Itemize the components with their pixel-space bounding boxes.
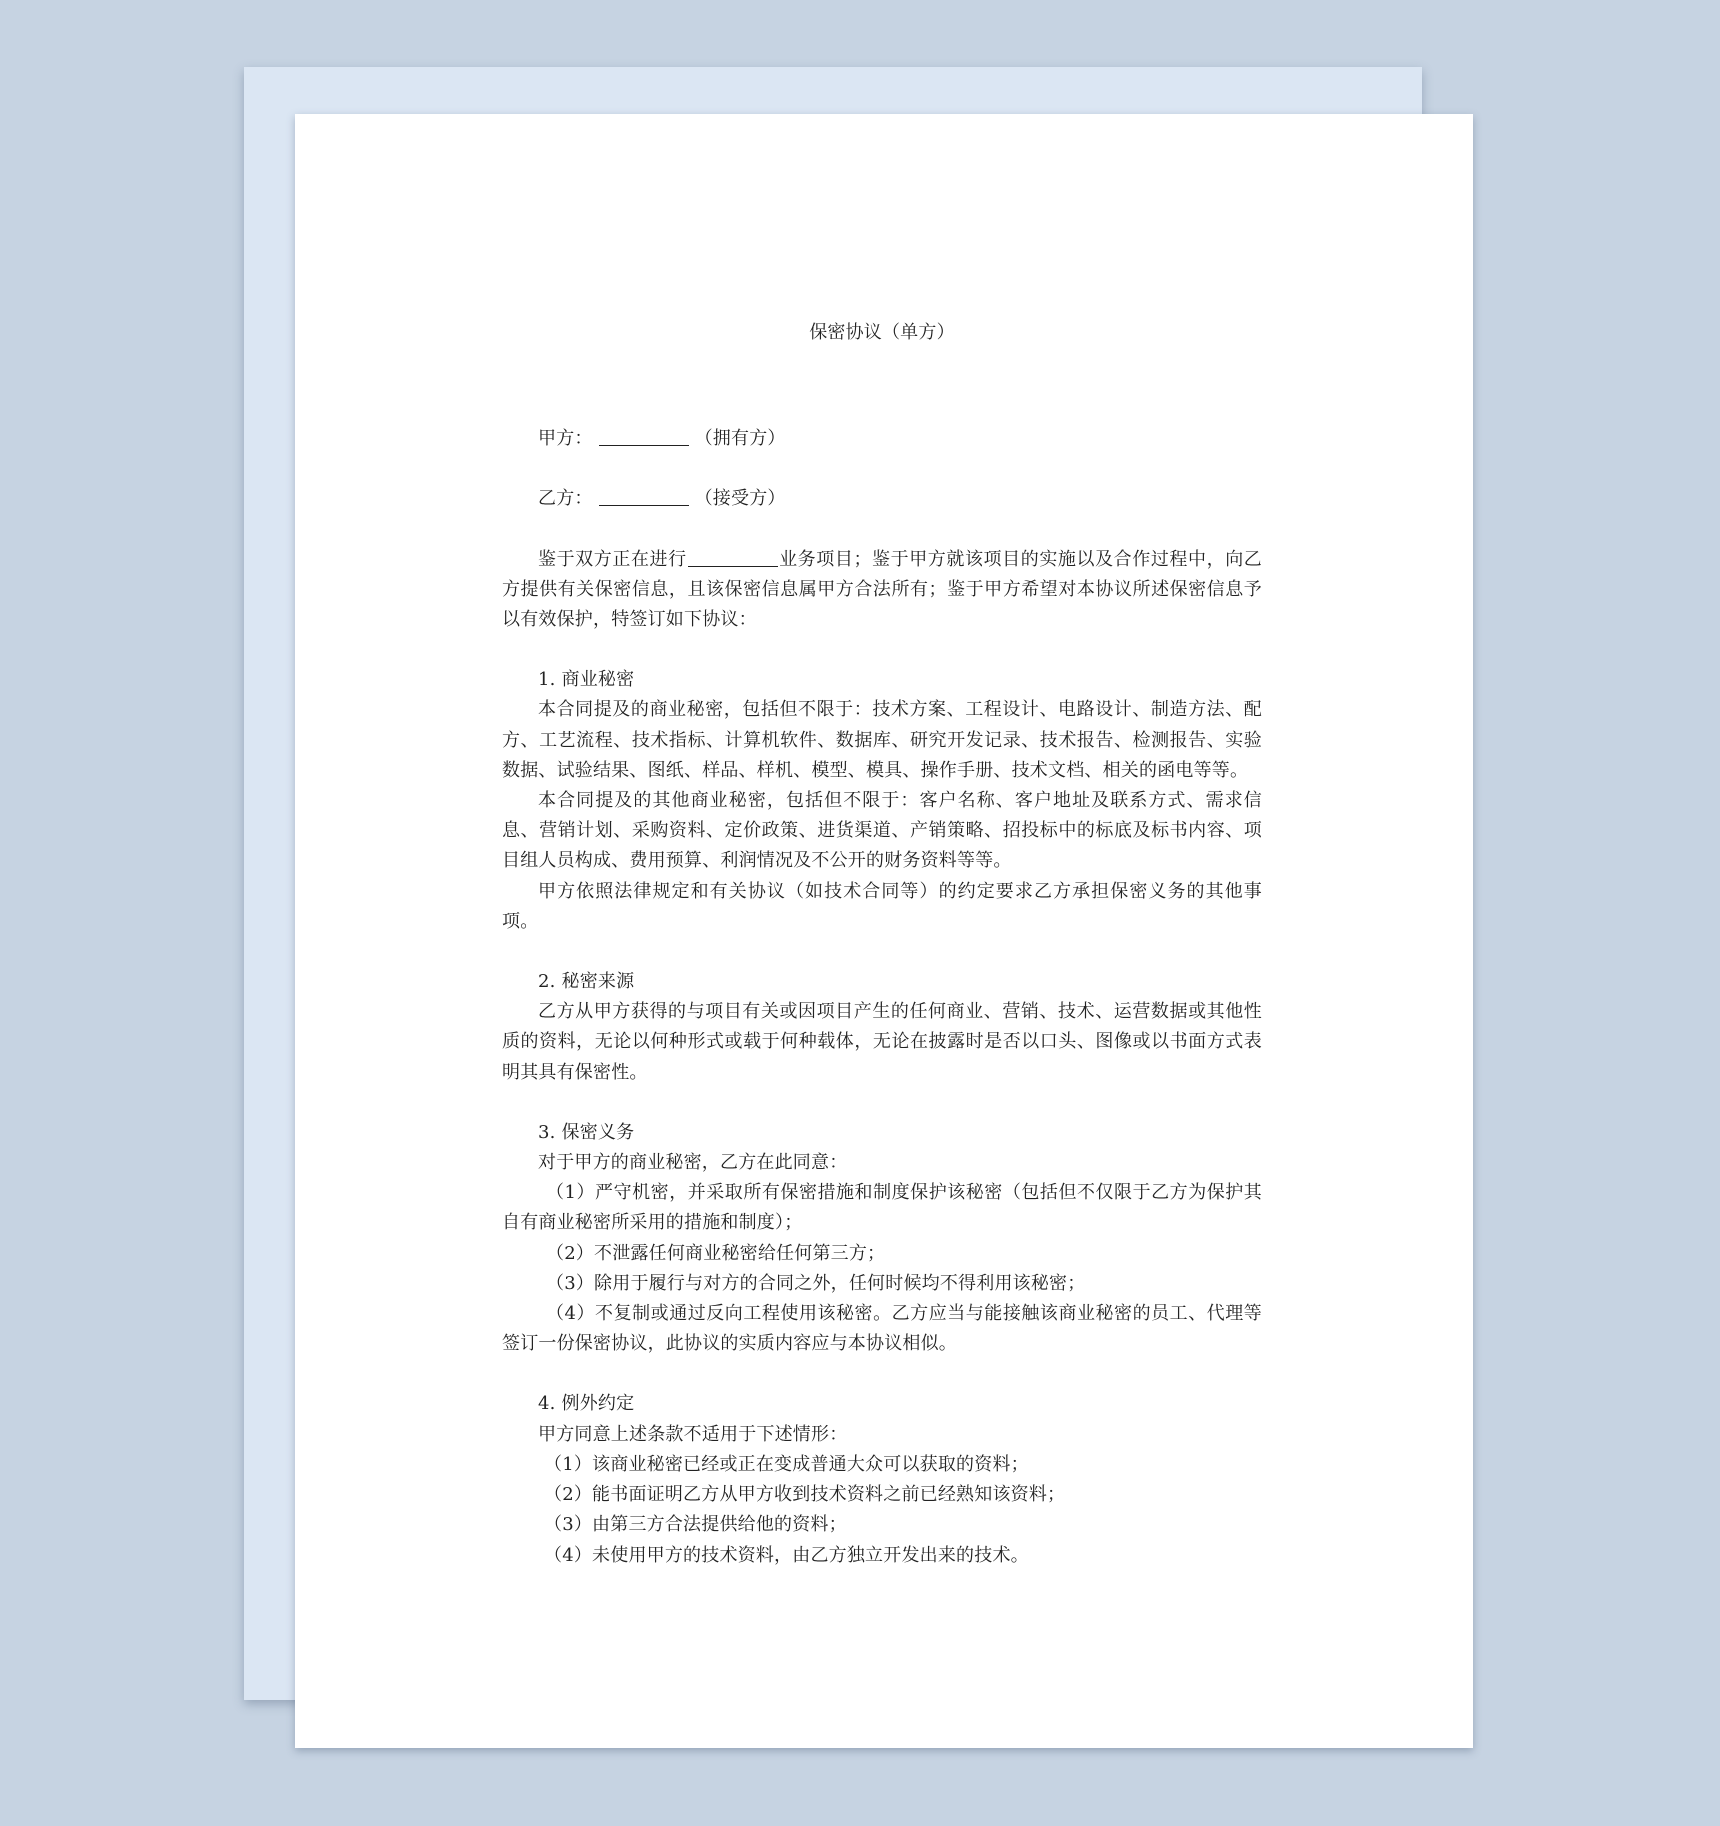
project-blank [688, 546, 778, 567]
section-1-heading: 1. 商业秘密 [538, 669, 635, 691]
section-4-item-1: （1）该商业秘密已经或正在变成普通大众可以获取的资料； [544, 1453, 1029, 1475]
section-3-heading: 3. 保密义务 [538, 1121, 635, 1143]
section-2-paragraph-1: 乙方从甲方获得的与项目有关或因项目产生的任何商业、营销、技术、运营数据或其他性质的资料，无论以何种形式或载于何种载体，无论在披露时是否以口头、图像或以书面方式表明其具有保密性。 [502, 1001, 1262, 1083]
section-gap [502, 1088, 1262, 1118]
section-1-paragraph-1: 本合同提及的商业秘密，包括但不限于：技术方案、工程设计、电路设计、制造方法、配方、工艺流程、技术指标、计算机软件、数据库、研究开发记录、技术报告、检测报告、实验数据、试验结果、图纸、样品、样机、模型、模具、操作手册、技术文档、相关的函电等等。 [502, 699, 1262, 781]
party-a-blank [599, 425, 689, 446]
section-3-item-4: （4）不复制或通过反向工程使用该秘密。乙方应当与能接触该商业秘密的员工、代理等签订一份保密协议，此协议的实质内容应与本协议相似。 [502, 1303, 1262, 1355]
section-4-heading: 4. 例外约定 [538, 1393, 635, 1415]
document-content [502, 318, 1262, 1571]
party-b-label: 乙方： [538, 488, 593, 510]
party-a-role: （拥有方） [694, 428, 786, 450]
party-b-role: （接受方） [694, 488, 786, 510]
section-3-item-3: （3）除用于履行与对方的合同之外，任何时候均不得利用该秘密； [546, 1272, 1086, 1294]
section-4-item-4: （4）未使用甲方的技术资料，由乙方独立开发出来的技术。 [544, 1544, 1029, 1566]
intro-after-blank: 业务项目；鉴于甲方就该项目的实施以及合作过程中，向乙方提供有关保密信息，且该保密信息属甲方合法所有；鉴于甲方希望对本协议所述保密信息予以有效保护，特签订如下协议： [502, 548, 1262, 631]
document-title: 保密协议（单方） [809, 322, 955, 343]
party-b-line [502, 484, 1262, 514]
section-2-heading: 2. 秘密来源 [538, 971, 635, 993]
section-4-item-3: （3）由第三方合法提供给他的资料； [544, 1514, 847, 1536]
section-3-item-2: （2）不泄露任何商业秘密给任何第三方； [546, 1242, 886, 1264]
section-3-item-1: （1）严守机密，并采取所有保密措施和制度保护该秘密（包括但不仅限于乙方为保护其自有商业秘密所采用的措施和制度）； [502, 1182, 1262, 1234]
section-gap [502, 1359, 1262, 1389]
section-3-lead: 对于甲方的商业秘密，乙方在此同意： [538, 1152, 848, 1174]
party-b-blank [599, 485, 689, 506]
intro-paragraph [502, 545, 1262, 636]
party-a-label: 甲方： [538, 428, 593, 450]
section-gap [502, 937, 1262, 967]
intro-before-blank: 鉴于双方正在进行 [538, 548, 687, 570]
section-1-paragraph-2: 本合同提及的其他商业秘密，包括但不限于：客户名称、客户地址及联系方式、需求信息、营销计划、采购资料、定价政策、进货渠道、产销策略、招投标中的标底及标书内容、项目组人员构成、费用预算、利润情况及不公开的财务资料等等。 [502, 790, 1262, 872]
section-4-lead: 甲方同意上述条款不适用于下述情形： [538, 1423, 848, 1445]
section-1-paragraph-3: 甲方依照法律规定和有关协议（如技术合同等）的约定要求乙方承担保密义务的其他事项。 [502, 880, 1262, 932]
party-a-line [502, 424, 1262, 454]
section-4-item-2: （2）能书面证明乙方从甲方收到技术资料之前已经熟知该资料； [544, 1484, 1066, 1506]
